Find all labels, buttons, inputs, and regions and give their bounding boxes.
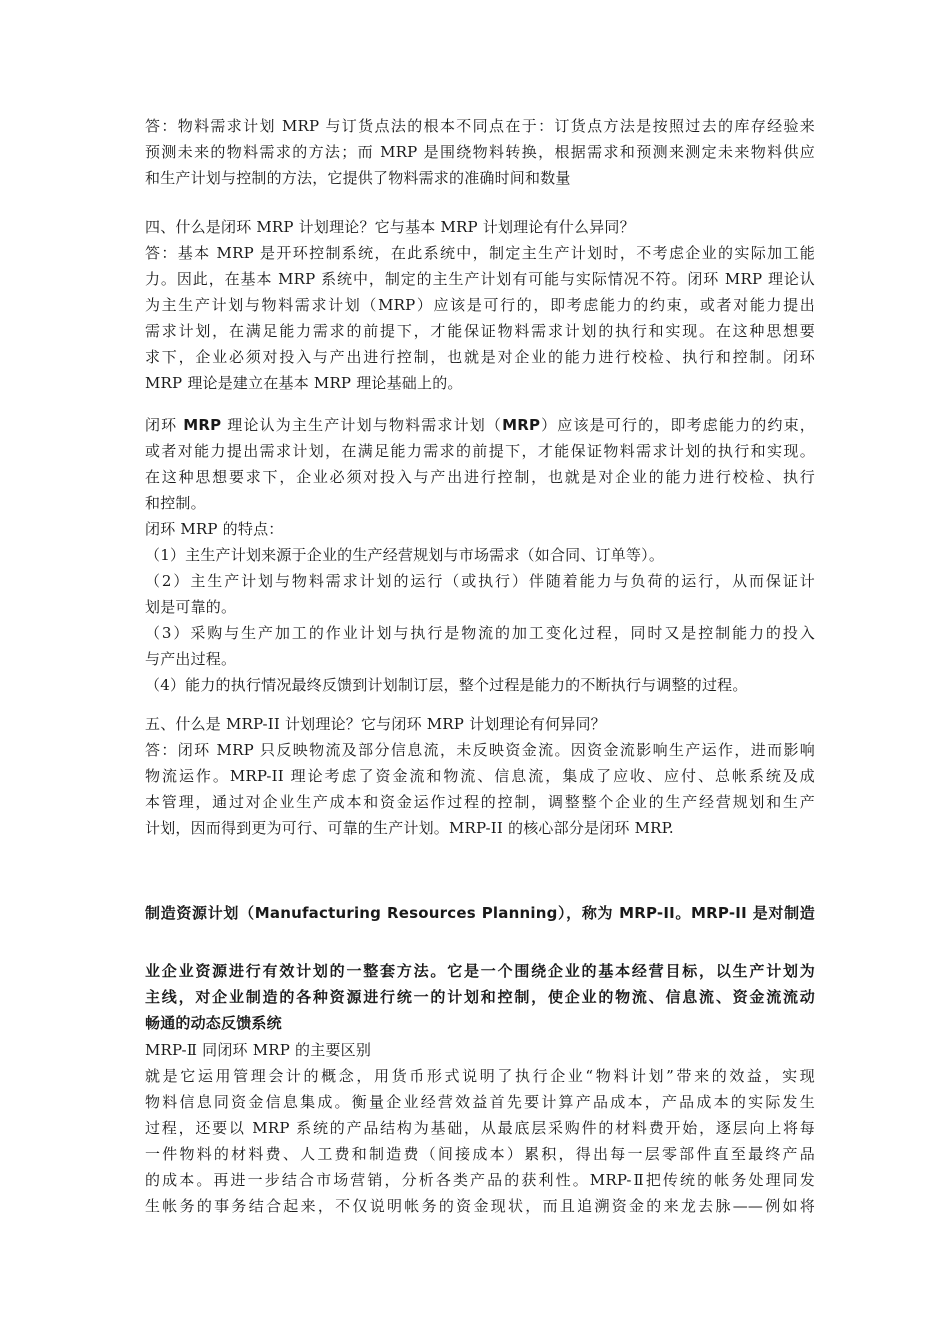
text-line — [145, 412, 815, 438]
text-line: 物料信息同资金信息集成。衡量企业经营效益首先要计算产品成本，产品成本的实际发生 — [145, 1093, 815, 1111]
text-line: 过程，还要以 MRP 系统的产品结构为基础，从最底层采购件的材料费开始，逐层向上将每 — [145, 1119, 815, 1137]
text-line: 答：物料需求计划 MRP 与订货点法的根本不同点在于：订货点方法是按照过去的库存经验来 — [145, 117, 815, 135]
question-5 — [145, 711, 815, 841]
text-line: 生帐务的事务结合起来，不仅说明帐务的资金现状，而且追溯资金的来龙去脉——例如将 — [145, 1197, 815, 1215]
bold-term: MRP — [502, 416, 541, 434]
text-line: 主线，对企业制造的各种资源进行统一的计划和控制，使企业的物流、信息流、资金流流动 — [145, 988, 815, 1006]
feature-item: （4）能力的执行情况最终反馈到计划制订层，整个过程是能力的不断执行与调整的过程。 — [145, 676, 748, 694]
text-line: 畅通的动态反馈系统 — [145, 1014, 282, 1032]
feature-item: （3）采购与生产加工的作业计划与执行是物流的加工变化过程，同时又是控制能力的投入 — [145, 624, 815, 642]
text-line: 力。因此，在基本 MRP 系统中，制定的主生产计划有可能与实际情况不符。闭环 MRP 理论认 — [145, 270, 815, 288]
question-4 — [145, 214, 815, 396]
text-line: 就是它运用管理会计的概念，用货币形式说明了执行企业“物料计划”带来的效益，实现 — [145, 1067, 815, 1085]
text-line: 答：基本 MRP 是开环控制系统，在此系统中，制定主生产计划时，不考虑企业的实际加工能 — [145, 244, 815, 262]
text-line: 在这种思想要求下，企业必须对投入与产出进行控制，也就是对企业的能力进行校检、执行 — [145, 468, 815, 486]
text-segment: 理论认为主生产计划与物料需求计划（ — [221, 416, 503, 434]
text-line: MRP 理论是建立在基本 MRP 理论基础上的。 — [145, 374, 463, 392]
text-line: 物流运作。MRP-II 理论考虑了资金流和物流、信息流，集成了应收、应付、总帐系统及成 — [145, 767, 815, 785]
text-line: 一件物料的材料费、人工费和制造费（间接成本）累积，得出每一层零部件直至最终产品 — [145, 1145, 815, 1163]
mrp2-definition — [145, 900, 815, 1036]
text-line: 需求计划，在满足能力需求的前提下，才能保证物料需求计划的执行和实现。在这种思想要 — [145, 322, 815, 340]
answer-3 — [145, 113, 815, 191]
text-line: 和控制。 — [145, 494, 206, 512]
bold-term: MRP — [183, 416, 222, 434]
text-line: 求下，企业必须对投入与产出进行控制，也就是对企业的能力进行校检、执行和控制。闭环 — [145, 348, 815, 366]
text-line: 业企业资源进行有效计划的一整套方法。它是一个围绕企业的基本经营目标，以生产计划为 — [145, 962, 815, 980]
feature-item: 与产出过程。 — [145, 650, 237, 668]
text-line: 的成本。再进一步结合市场营销，分析各类产品的获利性。MRP-Ⅱ把传统的帐务处理同发 — [145, 1171, 815, 1189]
text-line: 预测未来的物料需求的方法；而 MRP 是围绕物料转换，根据需求和预测来测定未来物料供应 — [145, 143, 815, 161]
text-line: 计划，因而得到更为可行、可靠的生产计划。MRP-II 的核心部分是闭环 MRP. — [145, 819, 674, 837]
closed-loop-section — [145, 412, 815, 698]
text-line: 或者对能力提出需求计划，在满足能力需求的前提下，才能保证物料需求计划的执行和实现。 — [145, 442, 815, 460]
feature-item: （2）主生产计划与物料需求计划的运行（或执行）伴随着能力与负荷的运行，从而保证计 — [145, 572, 815, 590]
question-heading: 四、什么是闭环 MRP 计划理论？它与基本 MRP 计划理论有什么异同？ — [145, 218, 635, 236]
text-line: 答：闭环 MRP 只反映物流及部分信息流，未反映资金流。因资金流影响生产运作，进而影响 — [145, 741, 815, 759]
features-title: 闭环 MRP 的特点： — [145, 520, 284, 538]
text-segment: ）应该是可行的，即考虑能力的约束， — [540, 416, 815, 434]
spacer — [145, 926, 815, 958]
text-line: 和生产计划与控制的方法，它提供了物料需求的准确时间和数量 — [145, 169, 571, 187]
section-title: MRP-Ⅱ 同闭环 MRP 的主要区别 — [145, 1041, 372, 1059]
feature-item: 划是可靠的。 — [145, 598, 237, 616]
text-line: 为主生产计划与物料需求计划（MRP）应该是可行的，即考虑能力的约束，或者对能力提出 — [145, 296, 815, 314]
text-segment: 闭环 — [145, 416, 184, 434]
text-line: 本管理，通过对企业生产成本和资金运作过程的控制，调整整个企业的生产经营规划和生产 — [145, 793, 815, 811]
feature-item: （1）主生产计划来源于企业的生产经营规划与市场需求（如合同、订单等）。 — [145, 546, 665, 564]
difference-section — [145, 1037, 815, 1219]
question-heading: 五、什么是 MRP-II 计划理论？它与闭环 MRP 计划理论有何异同？ — [145, 715, 606, 733]
text-line: 制造资源计划（Manufacturing Resources Planning），称为 MRP-II。MRP-II 是对制造 — [145, 904, 815, 922]
